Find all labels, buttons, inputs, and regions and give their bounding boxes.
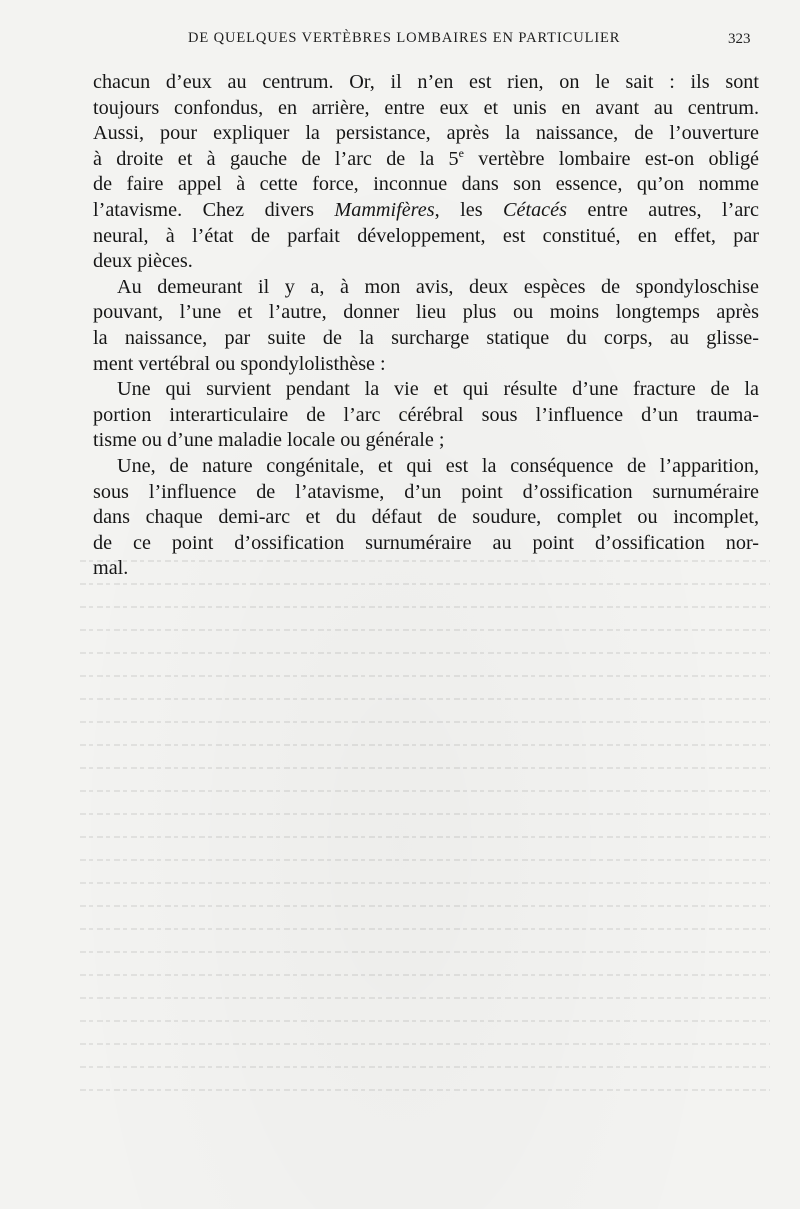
text-run: sous l’influence de l’atavisme, d’un point d’ossification surnuméraire — [93, 480, 759, 503]
text-line — [93, 531, 759, 557]
text-run: l’atavisme. Chez divers — [93, 198, 335, 221]
text-line — [93, 172, 759, 198]
text-line — [93, 249, 759, 275]
text-run: neural, à l’état de parfait développement, est constitué, en effet, par — [93, 224, 759, 247]
text-run: Au demeurant il y a, à mon avis, deux espèces de spondyloschise — [117, 275, 759, 298]
text-line — [93, 556, 759, 582]
text-run: tisme ou d’une maladie locale ou générale ; — [93, 429, 445, 452]
text-line — [93, 403, 759, 429]
text-line — [93, 505, 759, 531]
page-number: 323 — [728, 31, 751, 47]
text-run: deux pièces. — [93, 250, 193, 273]
text-run: de faire appel à cette force, inconnue dans son essence, qu’on nomme — [93, 173, 759, 196]
text-line — [93, 480, 759, 506]
text-run: mal. — [93, 557, 129, 580]
text-run: toujours confondus, en arrière, entre eux et unis en avant au centrum. — [93, 96, 759, 119]
text-line — [93, 326, 759, 352]
text-line — [93, 352, 759, 378]
body-text — [93, 70, 759, 582]
text-run: entre autres, l’arc — [566, 198, 759, 221]
show-through-texture — [80, 560, 770, 1120]
text-run: Aussi, pour expliquer la persistance, après la naissance, de l’ouverture — [93, 122, 759, 145]
text-line — [93, 147, 759, 173]
italic-term: Cétacés — [503, 198, 567, 221]
text-run: Une qui survient pendant la vie et qui résulte d’une fracture de la — [117, 378, 759, 401]
superscript: e — [458, 145, 464, 160]
text-run: dans chaque demi-arc et du défaut de soudure, complet ou incomplet, — [93, 506, 759, 529]
text-line — [93, 121, 759, 147]
text-line — [93, 275, 759, 301]
running-head: DE QUELQUES VERTÈBRES LOMBAIRES EN PARTICULIER — [188, 30, 621, 46]
text-run: chacun d’eux au centrum. Or, il n’en est rien, on le sait : ils sont — [93, 71, 759, 93]
text-run: à droite et à gauche de l’arc de la 5 — [93, 147, 459, 170]
text-run: la naissance, par suite de la surcharge statique du corps, au glisse- — [93, 326, 759, 349]
italic-term: Mammifères — [334, 198, 435, 221]
text-line — [93, 454, 759, 480]
text-line — [93, 96, 759, 122]
text-run: portion interarticulaire de l’arc cérébral sous l’influence d’un trauma- — [93, 403, 759, 426]
text-line — [93, 428, 759, 454]
text-run: de ce point d’ossification surnuméraire au point d’ossification nor- — [93, 531, 759, 554]
text-run: pouvant, l’une et l’autre, donner lieu plus ou moins longtemps après — [93, 301, 759, 324]
text-line — [93, 224, 759, 250]
text-line — [93, 70, 759, 96]
text-run: vertèbre lombaire est-on obligé — [463, 147, 760, 170]
text-run: Une, de nature congénitale, et qui est la conséquence de l’apparition, — [117, 454, 759, 477]
text-run: ment vertébral ou spondylolisthèse : — [93, 352, 386, 375]
text-line — [93, 198, 759, 224]
text-run: , les — [434, 198, 504, 221]
text-line — [93, 300, 759, 326]
text-line — [93, 377, 759, 403]
